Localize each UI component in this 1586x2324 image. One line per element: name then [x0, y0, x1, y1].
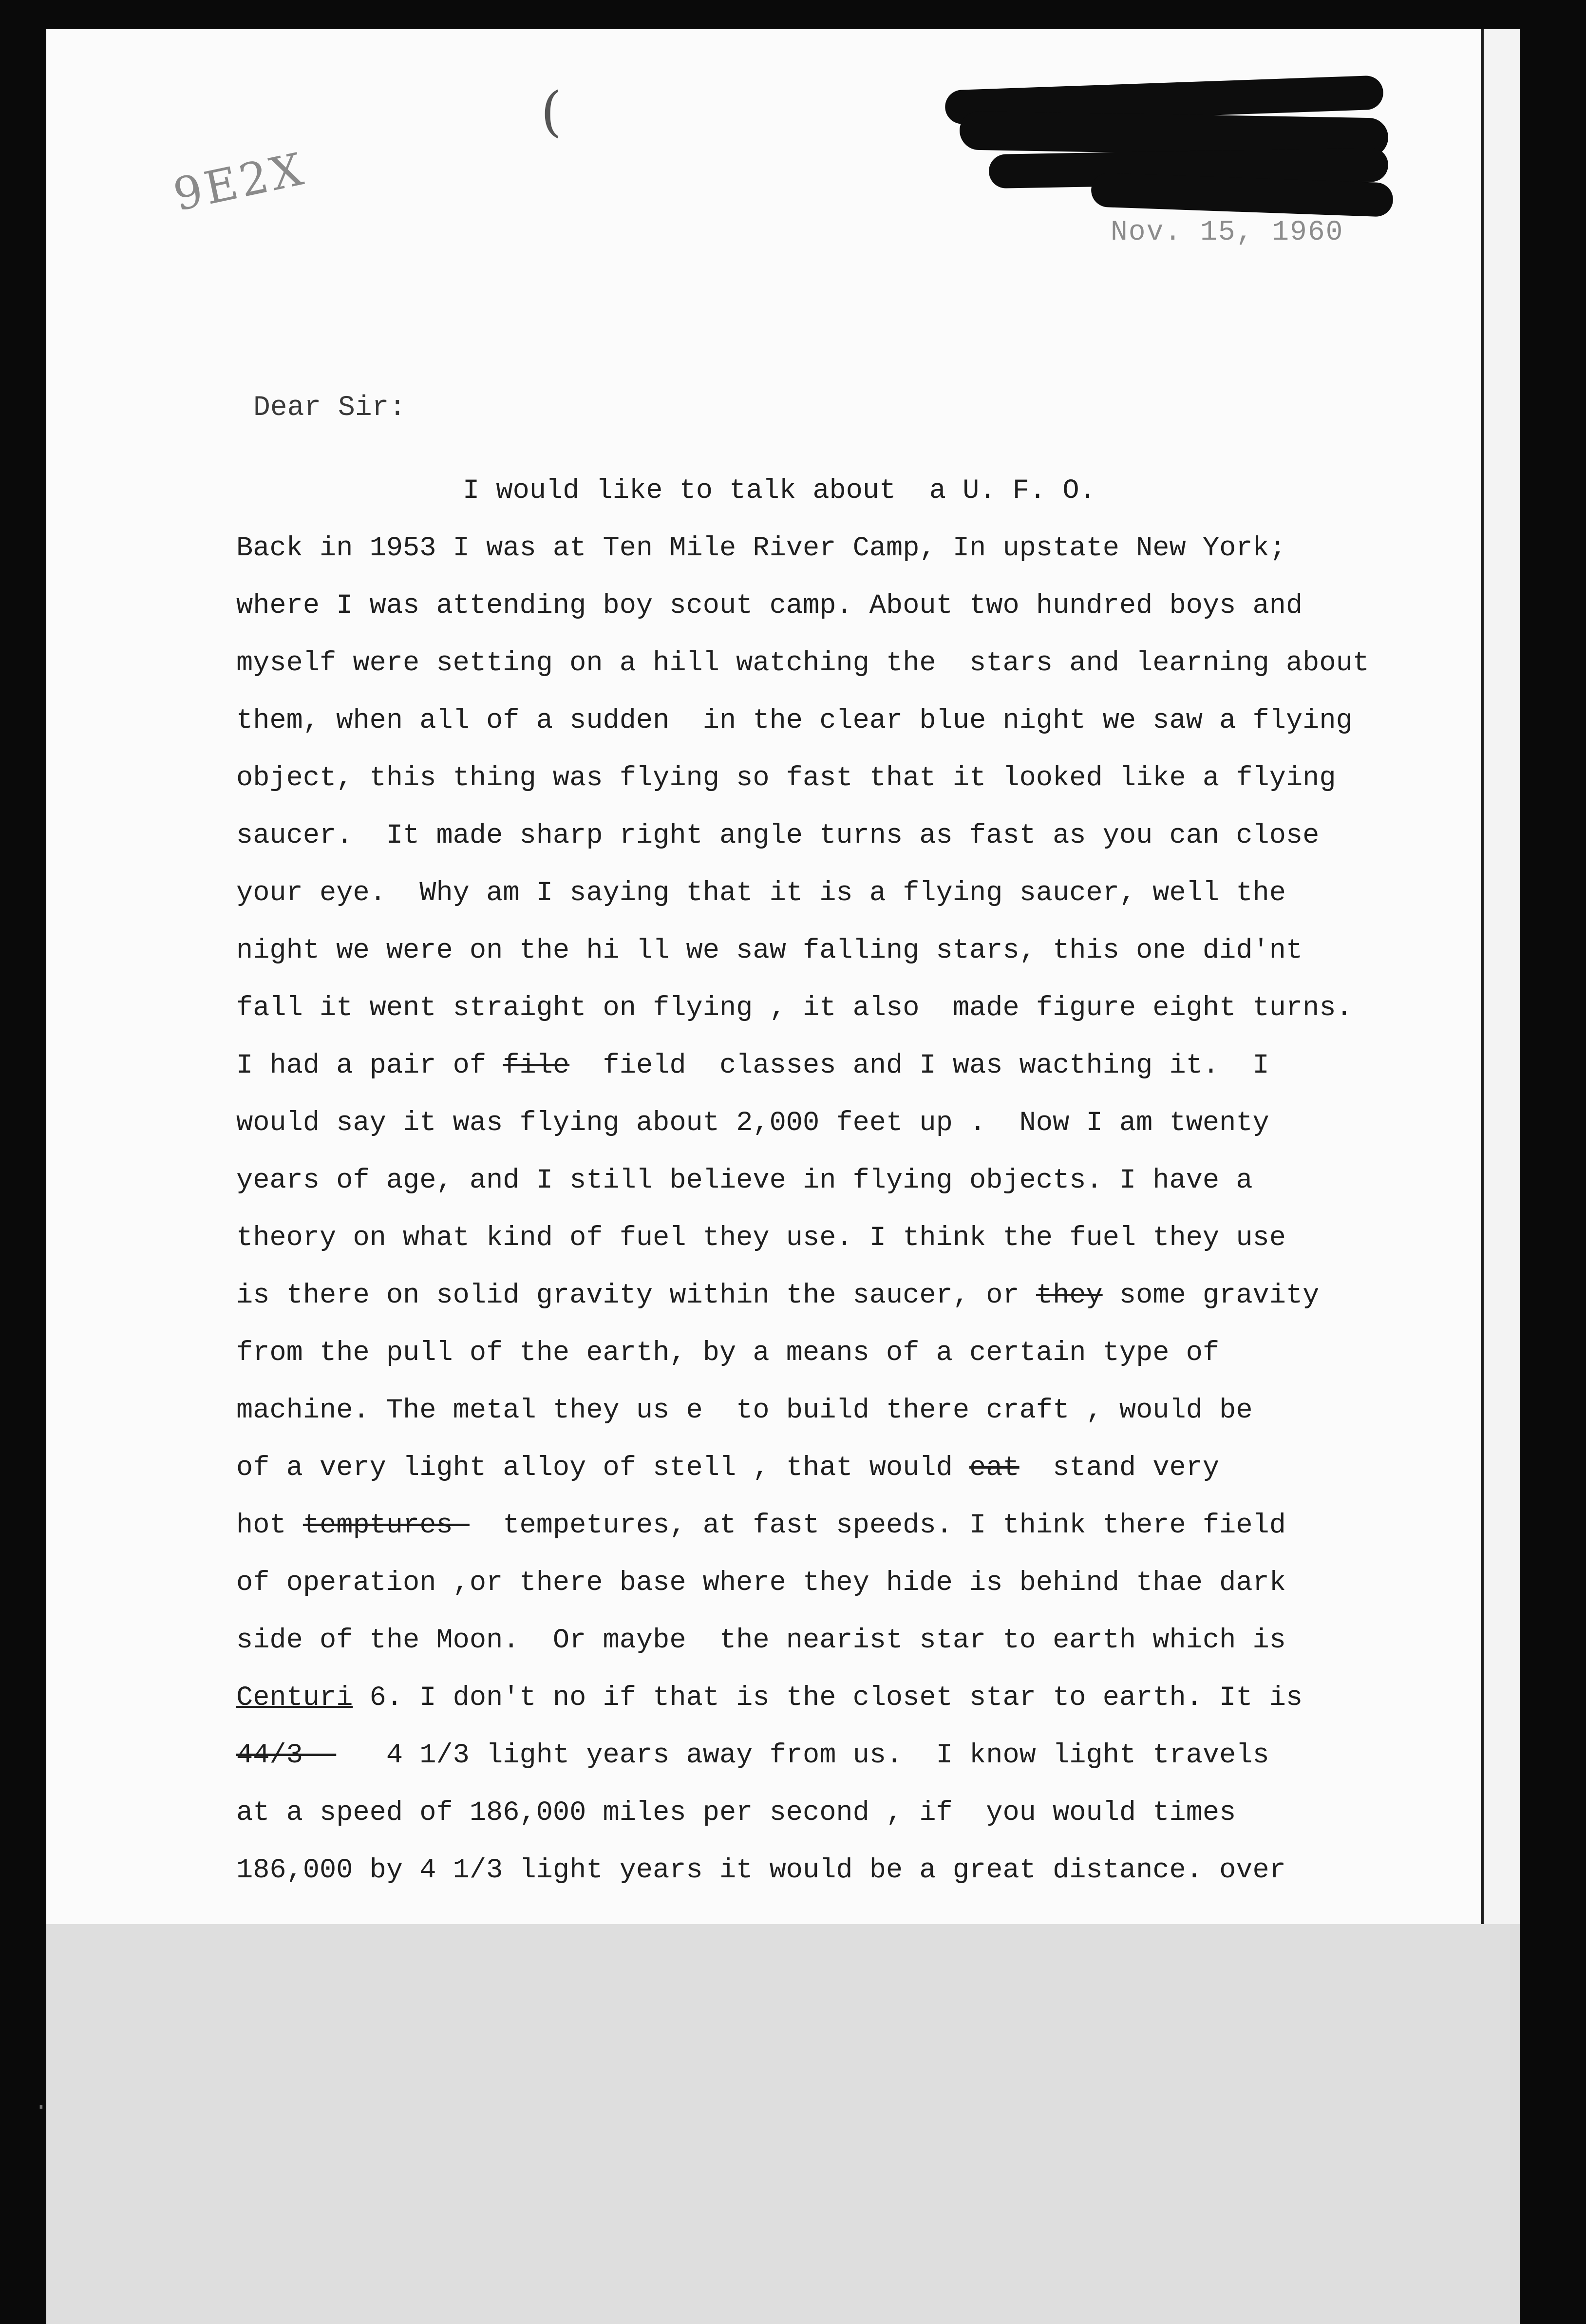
line-text: theory on what kind of fuel they use. I think the fuel they use	[236, 1223, 1286, 1254]
line-text: object, this thing was flying so fast that it looked like a flying	[236, 763, 1336, 794]
body-line	[236, 995, 1353, 1022]
body-line	[236, 1167, 1253, 1195]
margin-smudge: ·	[34, 2095, 48, 2121]
body-line	[236, 535, 1286, 563]
paren-mark: (	[541, 80, 562, 143]
line-text: myself were setting on a hill watching the stars and learning about	[236, 648, 1369, 679]
line-text: would say it was flying about 2,000 feet up . Now I am twenty	[236, 1108, 1269, 1139]
body-line	[236, 1397, 1253, 1425]
salutation: Dear Sir:	[253, 392, 406, 424]
body-line	[463, 477, 1096, 505]
text-struck: eat	[969, 1453, 1020, 1484]
body-line	[236, 1512, 1286, 1540]
line-text: of operation ,or there base where they hide is behind thae dark	[236, 1568, 1286, 1599]
handwritten-margin-note: 9E2X	[169, 142, 310, 222]
line-text: saucer. It made sharp right angle turns as fast as you can close	[236, 820, 1320, 851]
body-line	[236, 1569, 1286, 1597]
body-line	[236, 937, 1303, 965]
line-text: 4 1/3 light years away from us. I know light travels	[336, 1740, 1269, 1771]
line-text: is there on solid gravity within the saucer, or	[236, 1280, 1036, 1311]
line-text: Back in 1953 I was at Ten Mile River Camp, In upstate New York;	[236, 533, 1286, 564]
line-text: from the pull of the earth, by a means of a certain type of	[236, 1338, 1220, 1369]
line-text: hot	[236, 1510, 303, 1541]
line-text: I would like to talk about a U. F. O.	[463, 475, 1096, 507]
text-struck: temptures-	[302, 1510, 470, 1541]
body-line	[236, 1684, 1303, 1712]
text-underlined: Centuri	[236, 1682, 353, 1714]
body-line	[236, 1052, 1269, 1080]
right-margin	[1484, 29, 1520, 1924]
body-line	[236, 880, 1286, 907]
line-text: where I was attending boy scout camp. About two hundred boys and	[236, 590, 1303, 622]
line-text: 6. I don't no if that is the closet star to earth. It is	[353, 1682, 1303, 1714]
line-text: machine. The metal they us e to build there craft , would be	[236, 1395, 1253, 1426]
line-text: some gravity	[1102, 1280, 1320, 1311]
line-text: them, when all of a sudden in the clear blue night we saw a flying	[236, 705, 1353, 737]
redaction-block	[945, 73, 1403, 224]
body-line	[236, 1627, 1286, 1655]
line-text: fall it went straight on flying , it also made figure eight turns.	[236, 993, 1353, 1024]
body-line	[236, 1340, 1219, 1367]
body-line	[236, 1857, 1286, 1885]
body-line	[236, 1742, 1269, 1770]
line-text: I had a pair of	[236, 1050, 503, 1081]
line-text: night we were on the hi ll we saw falling stars, this one did'nt	[236, 935, 1303, 966]
letter-date: Nov. 15, 1960	[1111, 217, 1344, 248]
body-line	[236, 1225, 1286, 1252]
text-struck: 44/3--	[236, 1740, 337, 1771]
scan-lower-strip	[46, 1924, 1520, 2324]
body-line	[236, 1799, 1236, 1827]
body-line	[236, 650, 1369, 678]
body-line	[236, 592, 1303, 620]
line-text: stand very	[1019, 1453, 1220, 1484]
line-text: 186,000 by 4 1/3 light years it would be a great distance. over	[236, 1855, 1286, 1886]
text-struck: they	[1036, 1280, 1103, 1311]
line-text: years of age, and I still believe in flying objects. I have a	[236, 1165, 1253, 1196]
line-text: side of the Moon. Or maybe the nearist star to earth which is	[236, 1625, 1286, 1656]
body-line	[236, 765, 1336, 793]
body-line	[236, 1110, 1269, 1137]
body-line	[236, 1455, 1219, 1482]
line-text: tempetures, at fast speeds. I think there field	[469, 1510, 1286, 1541]
body-line	[236, 822, 1319, 850]
line-text: field classes and I was wacthing it. I	[569, 1050, 1269, 1081]
line-text: of a very light alloy of stell , that would	[236, 1453, 970, 1484]
line-text: your eye. Why am I saying that it is a flying saucer, well the	[236, 878, 1286, 909]
text-struck: file	[503, 1050, 570, 1081]
line-text: at a speed of 186,000 miles per second , if you would times	[236, 1797, 1236, 1829]
body-line	[236, 1282, 1319, 1310]
body-line	[236, 707, 1353, 735]
